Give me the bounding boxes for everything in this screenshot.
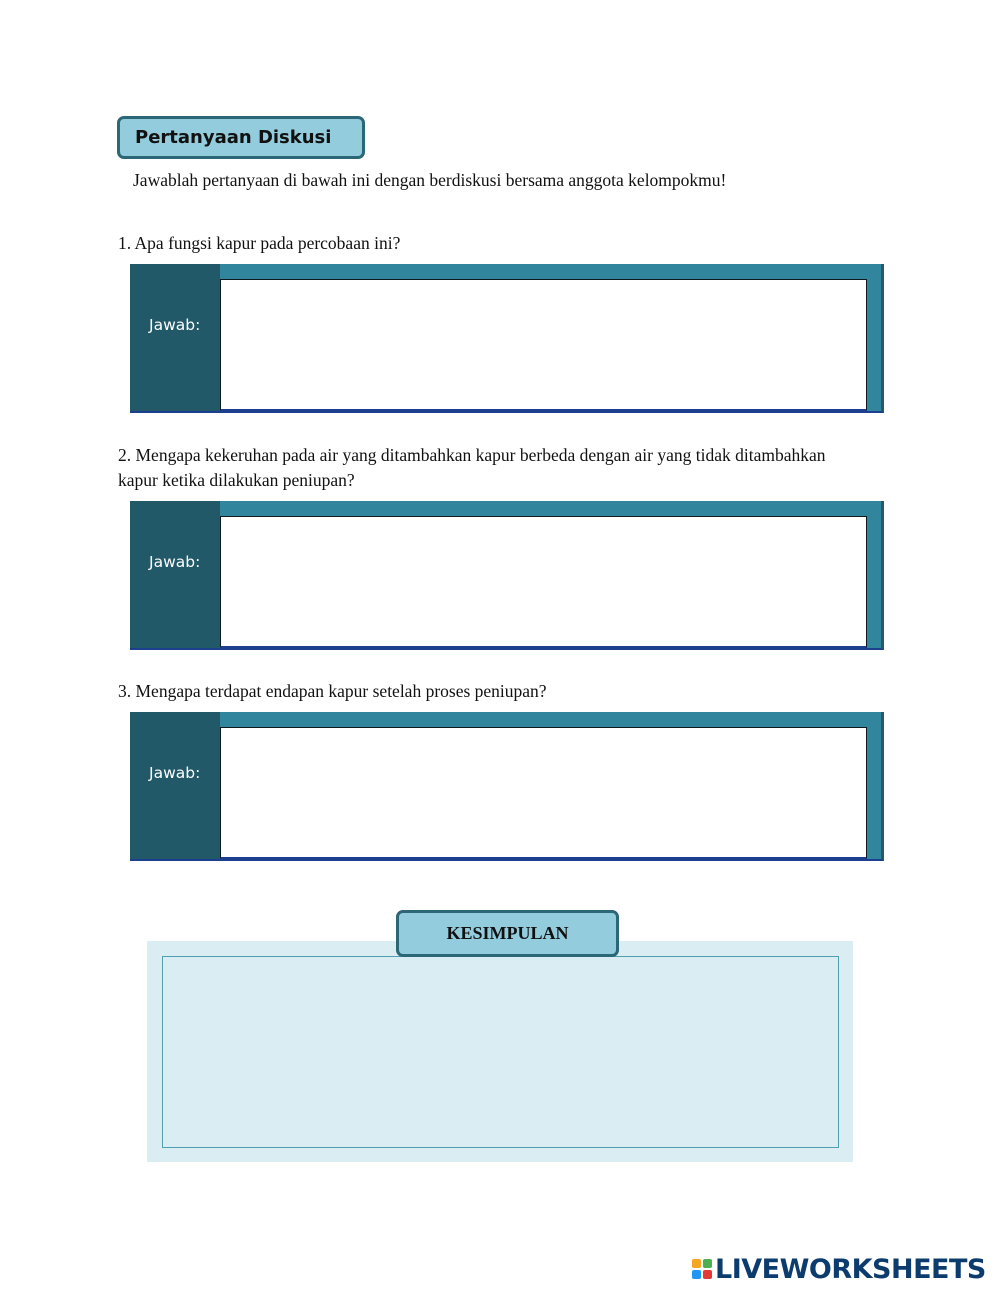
conclusion-title: KESIMPULAN [446,923,569,943]
answer-input-3[interactable] [220,727,867,859]
answer-label: Jawab: [149,316,201,334]
liveworksheets-logo-icon [692,1259,712,1279]
logo-text: LIVEWORKSHEETS [715,1253,986,1285]
question-3-text: 3. Mengapa terdapat endapan kapur setelah proses peniupan? [118,681,547,701]
question-1-text: 1. Apa fungsi kapur pada percobaan ini? [118,233,401,253]
answer-box-2 [130,501,884,650]
conclusion-title-badge [396,910,619,957]
conclusion-input[interactable] [162,956,839,1148]
answer-label-panel [130,264,220,411]
answer-input-2[interactable] [220,516,867,648]
question-2-text: 2. Mengapa kekeruhan pada air yang ditambahkan kapur berbeda dengan air yang tidak ditambahkan kapur ketika dilakukan peniupan? [118,445,826,490]
instruction-text: Jawablah pertanyaan di bawah ini dengan berdiskusi bersama anggota kelompokmu! [133,170,727,190]
section-title: Pertanyaan Diskusi [135,127,332,148]
liveworksheets-logo[interactable] [692,1253,986,1285]
conclusion-panel [147,941,853,1162]
section-title-badge [117,116,365,159]
answer-label-panel [130,712,220,859]
answer-box-1 [130,264,884,413]
answer-label-panel [130,501,220,648]
answer-input-1[interactable] [220,279,867,411]
answer-label: Jawab: [149,553,201,571]
answer-box-3 [130,712,884,861]
answer-label: Jawab: [149,764,201,782]
